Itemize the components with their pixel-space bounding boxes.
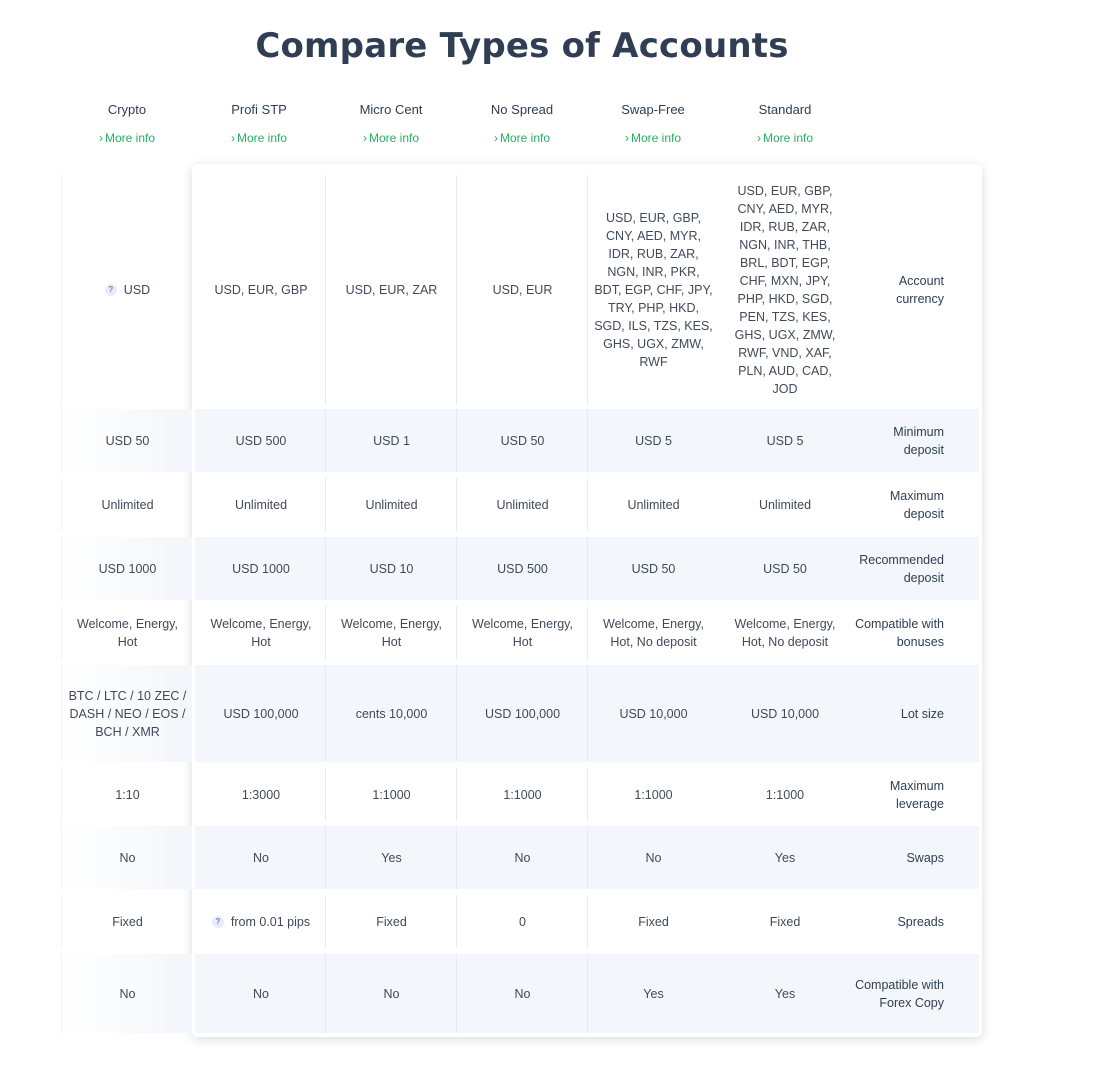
cell-no-spread: Unlimited — [456, 478, 588, 531]
cell-swap-free: No — [587, 826, 719, 889]
cell-crypto: No — [61, 954, 193, 1033]
row-compatible-with-forex-copy — [61, 954, 979, 1033]
cell-micro-cent: USD 10 — [325, 537, 457, 600]
cell-swap-free: USD 5 — [587, 409, 719, 472]
more-info-link-crypto[interactable] — [99, 130, 155, 146]
cell-no-spread: 0 — [456, 895, 588, 948]
cell-crypto: USD 1000 — [61, 537, 193, 600]
cell-crypto: Fixed — [61, 895, 193, 948]
col-name: Crypto — [107, 102, 147, 117]
cell-no-spread: USD 500 — [456, 537, 588, 600]
more-info-label: More info — [630, 131, 682, 145]
cell-crypto — [61, 175, 193, 405]
cell-no-spread: Welcome, Energy, Hot — [456, 606, 588, 660]
cell-micro-cent: No — [325, 954, 457, 1033]
more-info-label: More info — [368, 131, 420, 145]
cell-micro-cent: Unlimited — [325, 478, 457, 531]
chevron-right-icon: › — [493, 131, 498, 145]
cell-standard: Welcome, Energy, Hot, No deposit — [734, 617, 836, 649]
col-name: Swap-Free — [621, 102, 685, 117]
row-maximum-leverage — [61, 768, 979, 821]
row-label: Swaps — [906, 850, 944, 865]
row-label: Maximum leverage — [889, 778, 944, 811]
more-info-link-no-spread[interactable] — [494, 130, 550, 146]
cell-micro-cent: USD 1 — [325, 409, 457, 472]
row-label: Maximum deposit — [889, 488, 944, 521]
chevron-right-icon: › — [624, 131, 629, 145]
cell-standard: USD 10,000 — [750, 706, 820, 721]
row-lot-size — [61, 665, 979, 762]
more-info-link-profi-stp[interactable] — [231, 130, 287, 146]
cell-no-spread: USD 100,000 — [456, 665, 588, 762]
row-maximum-deposit — [61, 478, 979, 531]
cell-standard: USD, EUR, GBP, CNY, AED, MYR, IDR, RUB, ZAR, NGN, INR, THB, BRL, BDT, EGP, CHF, MXN, JPY, PHP, HKD, SGD, PEN, TZS, KES, GHS, UGX, ZMW, RWF, VND, XAF, PLN, AUD, CAD, JOD — [734, 184, 836, 396]
row-label: Recommended deposit — [859, 552, 944, 585]
cell-micro-cent: Fixed — [325, 895, 457, 948]
cell-profi-stp: USD 100,000 — [223, 706, 299, 721]
cell-standard: Yes — [774, 986, 796, 1001]
cell-swap-free: 1:1000 — [587, 768, 719, 821]
page-title: Compare Types of Accounts — [255, 26, 789, 66]
cell-profi-stp: USD 500 — [235, 433, 287, 448]
cell-swap-free: USD 50 — [587, 537, 719, 600]
chevron-right-icon: › — [98, 131, 103, 145]
more-info-link-micro-cent[interactable] — [363, 130, 419, 146]
cell-crypto: BTC / LTC / 10 ZEC / DASH / NEO / EOS / BCH / XMR — [61, 665, 193, 762]
cell-no-spread: 1:1000 — [456, 768, 588, 821]
row-label: Compatible with Forex Copy — [855, 977, 944, 1010]
row-compatible-with-bonuses — [61, 606, 979, 660]
row-label: Lot size — [900, 706, 944, 721]
cell-crypto: Welcome, Energy, Hot — [61, 606, 193, 660]
row-label: Minimum deposit — [893, 424, 944, 457]
cell-value: from 0.01 pips — [230, 914, 311, 929]
cell-crypto: Unlimited — [61, 478, 193, 531]
row-account-currency — [61, 175, 979, 405]
col-name: Standard — [758, 102, 812, 117]
cell-standard: USD 50 — [763, 561, 807, 576]
more-info-label: More info — [499, 131, 551, 145]
chevron-right-icon: › — [230, 131, 235, 145]
cell-swap-free: Welcome, Energy, Hot, No deposit — [587, 606, 719, 660]
more-info-link-swap-free[interactable] — [625, 130, 681, 146]
more-info-link-standard[interactable] — [757, 130, 813, 146]
row-recommended-deposit — [61, 537, 979, 600]
row-label: Spreads — [897, 914, 944, 929]
col-head-micro-cent — [325, 100, 457, 147]
cell-profi-stp: USD 1000 — [232, 561, 290, 576]
more-info-label: More info — [236, 131, 288, 145]
row-label: Compatible with bonuses — [855, 617, 944, 649]
cell-micro-cent: 1:1000 — [325, 768, 457, 821]
cell-no-spread: USD, EUR — [456, 175, 588, 405]
cell-micro-cent: USD, EUR, ZAR — [325, 175, 457, 405]
cell-profi-stp: 1:3000 — [241, 787, 281, 802]
col-name: Profi STP — [231, 102, 287, 117]
cell-no-spread: No — [456, 826, 588, 889]
col-name: No Spread — [490, 102, 554, 117]
row-minimum-deposit — [61, 409, 979, 472]
chevron-right-icon: › — [756, 131, 761, 145]
chevron-right-icon: › — [362, 131, 367, 145]
cell-swap-free: USD, EUR, GBP, CNY, AED, MYR, IDR, RUB, ZAR, NGN, INR, PKR, BDT, EGP, CHF, JPY, TRY, PHP, HKD, SGD, ILS, TZS, KES, GHS, UGX, ZMW, RWF — [587, 175, 719, 405]
col-head-standard — [719, 100, 851, 147]
cell-profi-stp: No — [253, 850, 269, 865]
cell-standard: Yes — [774, 850, 796, 865]
more-info-label: More info — [104, 131, 156, 145]
cell-micro-cent: Yes — [325, 826, 457, 889]
help-icon[interactable]: ? — [212, 916, 224, 928]
cell-crypto: USD 50 — [61, 409, 193, 472]
help-icon[interactable]: ? — [105, 284, 117, 296]
cell-profi-stp: No — [253, 986, 269, 1001]
cell-no-spread: USD 50 — [456, 409, 588, 472]
cell-profi-stp — [195, 895, 327, 948]
col-head-no-spread — [456, 100, 588, 147]
cell-profi-stp: USD, EUR, GBP — [214, 283, 308, 297]
cell-value: USD — [123, 283, 151, 297]
col-name: Micro Cent — [359, 102, 423, 117]
cell-standard: USD 5 — [766, 433, 804, 448]
row-swaps — [61, 826, 979, 889]
cell-swap-free: USD 10,000 — [587, 665, 719, 762]
row-label: Account currency — [896, 274, 944, 306]
col-head-swap-free — [587, 100, 719, 147]
cell-standard: Unlimited — [758, 497, 812, 512]
cell-crypto: 1:10 — [61, 768, 193, 821]
cell-swap-free: Yes — [587, 954, 719, 1033]
col-head-crypto — [61, 100, 193, 147]
cell-profi-stp: Welcome, Energy, Hot — [210, 617, 312, 649]
cell-standard: Fixed — [769, 914, 801, 929]
column-headers — [61, 100, 851, 160]
row-spreads — [61, 895, 979, 948]
cell-micro-cent: cents 10,000 — [325, 665, 457, 762]
cell-no-spread: No — [456, 954, 588, 1033]
col-head-profi-stp — [193, 100, 325, 147]
cell-profi-stp: Unlimited — [234, 497, 288, 512]
cell-standard: 1:1000 — [765, 787, 805, 802]
cell-micro-cent: Welcome, Energy, Hot — [325, 606, 457, 660]
cell-swap-free: Unlimited — [587, 478, 719, 531]
cell-crypto: No — [61, 826, 193, 889]
cell-swap-free: Fixed — [587, 895, 719, 948]
more-info-label: More info — [762, 131, 814, 145]
